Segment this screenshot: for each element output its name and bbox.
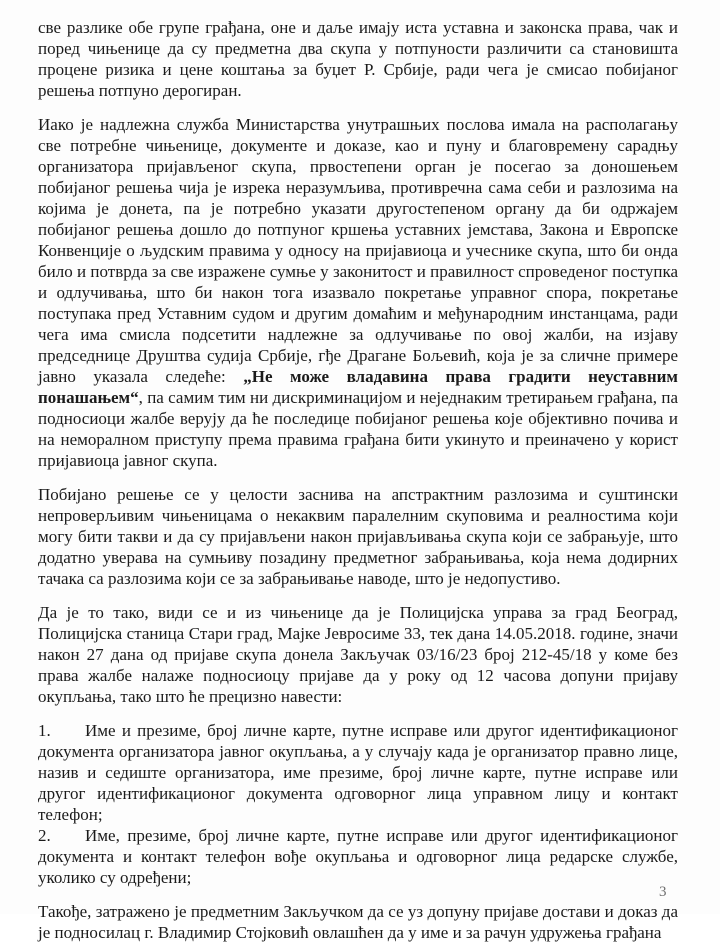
bold-quote: „Не може владавина права градити неуставним понашањем“	[38, 367, 678, 407]
list-item-2-number: 2.	[38, 826, 51, 845]
paragraph-1: све разлике обе групе грађана, оне и даље имају иста уставна и законска права, чак и поред чињенице да су предметна два скупа у потпуности различити са становишта процене ризика и цене коштања за буџет Р. Србије, ради чега је смисао побијаног решења потпуно дерогиран.	[38, 18, 678, 100]
paragraph-5: Такође, затражено је предметним Закључком да се уз допуну пријаве достави и доказ да је подносилац г. Владимир Стојковић овлашћен да у име и за рачун удружења грађана	[38, 902, 678, 942]
page-number: 3	[659, 884, 667, 900]
paragraph-2-text-after-quote: , па самим тим ни дискриминацијом и неједнаким третирањем грађана, па подносиоци жалбе верују да ће последице побијаног решења које објективно почива и на неморалном приступу према правима грађана бити укинуто и преиначено у корист пријавиоца јавног скупа.	[38, 388, 678, 470]
list-item-1	[38, 720, 678, 825]
paragraph-2	[38, 114, 678, 471]
paragraph-3: Побијано решење се у целости заснива на апстрактним разлозима и суштински непроверљивим чињеницама о некаквим паралелним скуповима и реалностима који могу бити такви и да су пријављени након пријављивања скупа који се забрањује, што додатно уверава на сумњиву позадину предметног забрањивања, која нема додирних тачака са разлозима који се за забрањивање наводе, што је недопустиво.	[38, 485, 678, 588]
list-item-1-text: Име и презиме, број личне карте, путне исправе или другог идентификационог документа организатора јавног окупљања, а у случају када је организатор правно лице, назив и седиште организатора, име презиме, број личне карте, путне исправе или другог идентификационог документа одговорног лица управном лицу и контакт телефон;	[38, 721, 678, 824]
paragraph-4: Да је то тако, види се и из чињенице да је Полицијска управа за град Београд, Полицијска станица Стари град, Мајке Јевросиме 33, тек дана 14.05.2018. године, значи након 27 дана од пријаве скупа донела Закључак 03/16/23 број 212-45/18 у коме без права жалбе налаже подносиоцу пријаве да у року од 12 часова допуни пријаву окупљања, тако што ће прецизно навести:	[38, 603, 678, 706]
list-item-2	[38, 825, 678, 888]
paragraph-2-text: Иако је надлежна служба Министарства унутрашњих послова имала на располагању све потребне чињенице, документе и доказе, као и пуну и благовремену сарадњу организатора пријављеног скупа, првостепени орган је посегао за доношењем побијаног решења чија је изрека неразумљива, противречна сама себи и разлозима на којима је донета, па је потребно указати другостепеном органу да би одржајем побијаног решења дошло до потпуног кршења уставних јемстава, Закона и Европске Конвенције о људским правима у односу на пријавиоца и учеснике скупа, што би онда било и потврда за све изражене сумње у законитост и правилност спроведеног поступка и одлучивања, што би након тога изазвало покретање управног спора, покретање поступака пред Уставним судом и другим домаћим и међународним инстанцама, ради чега има смисла подсетити надлежне за одлучивање по овој жалби, на изјаву председнице Друштва судија Србије, гђе Драгане Бољевић, која је за сличне примере јавно указала следеће:	[38, 115, 678, 386]
list-item-1-number: 1.	[38, 721, 51, 740]
list-item-2-text: Име, презиме, број личне карте, путне исправе или другог идентификационог документа и контакт телефон вође окупљања и одговорног лица редарске службе, уколико су одређени;	[38, 826, 678, 887]
